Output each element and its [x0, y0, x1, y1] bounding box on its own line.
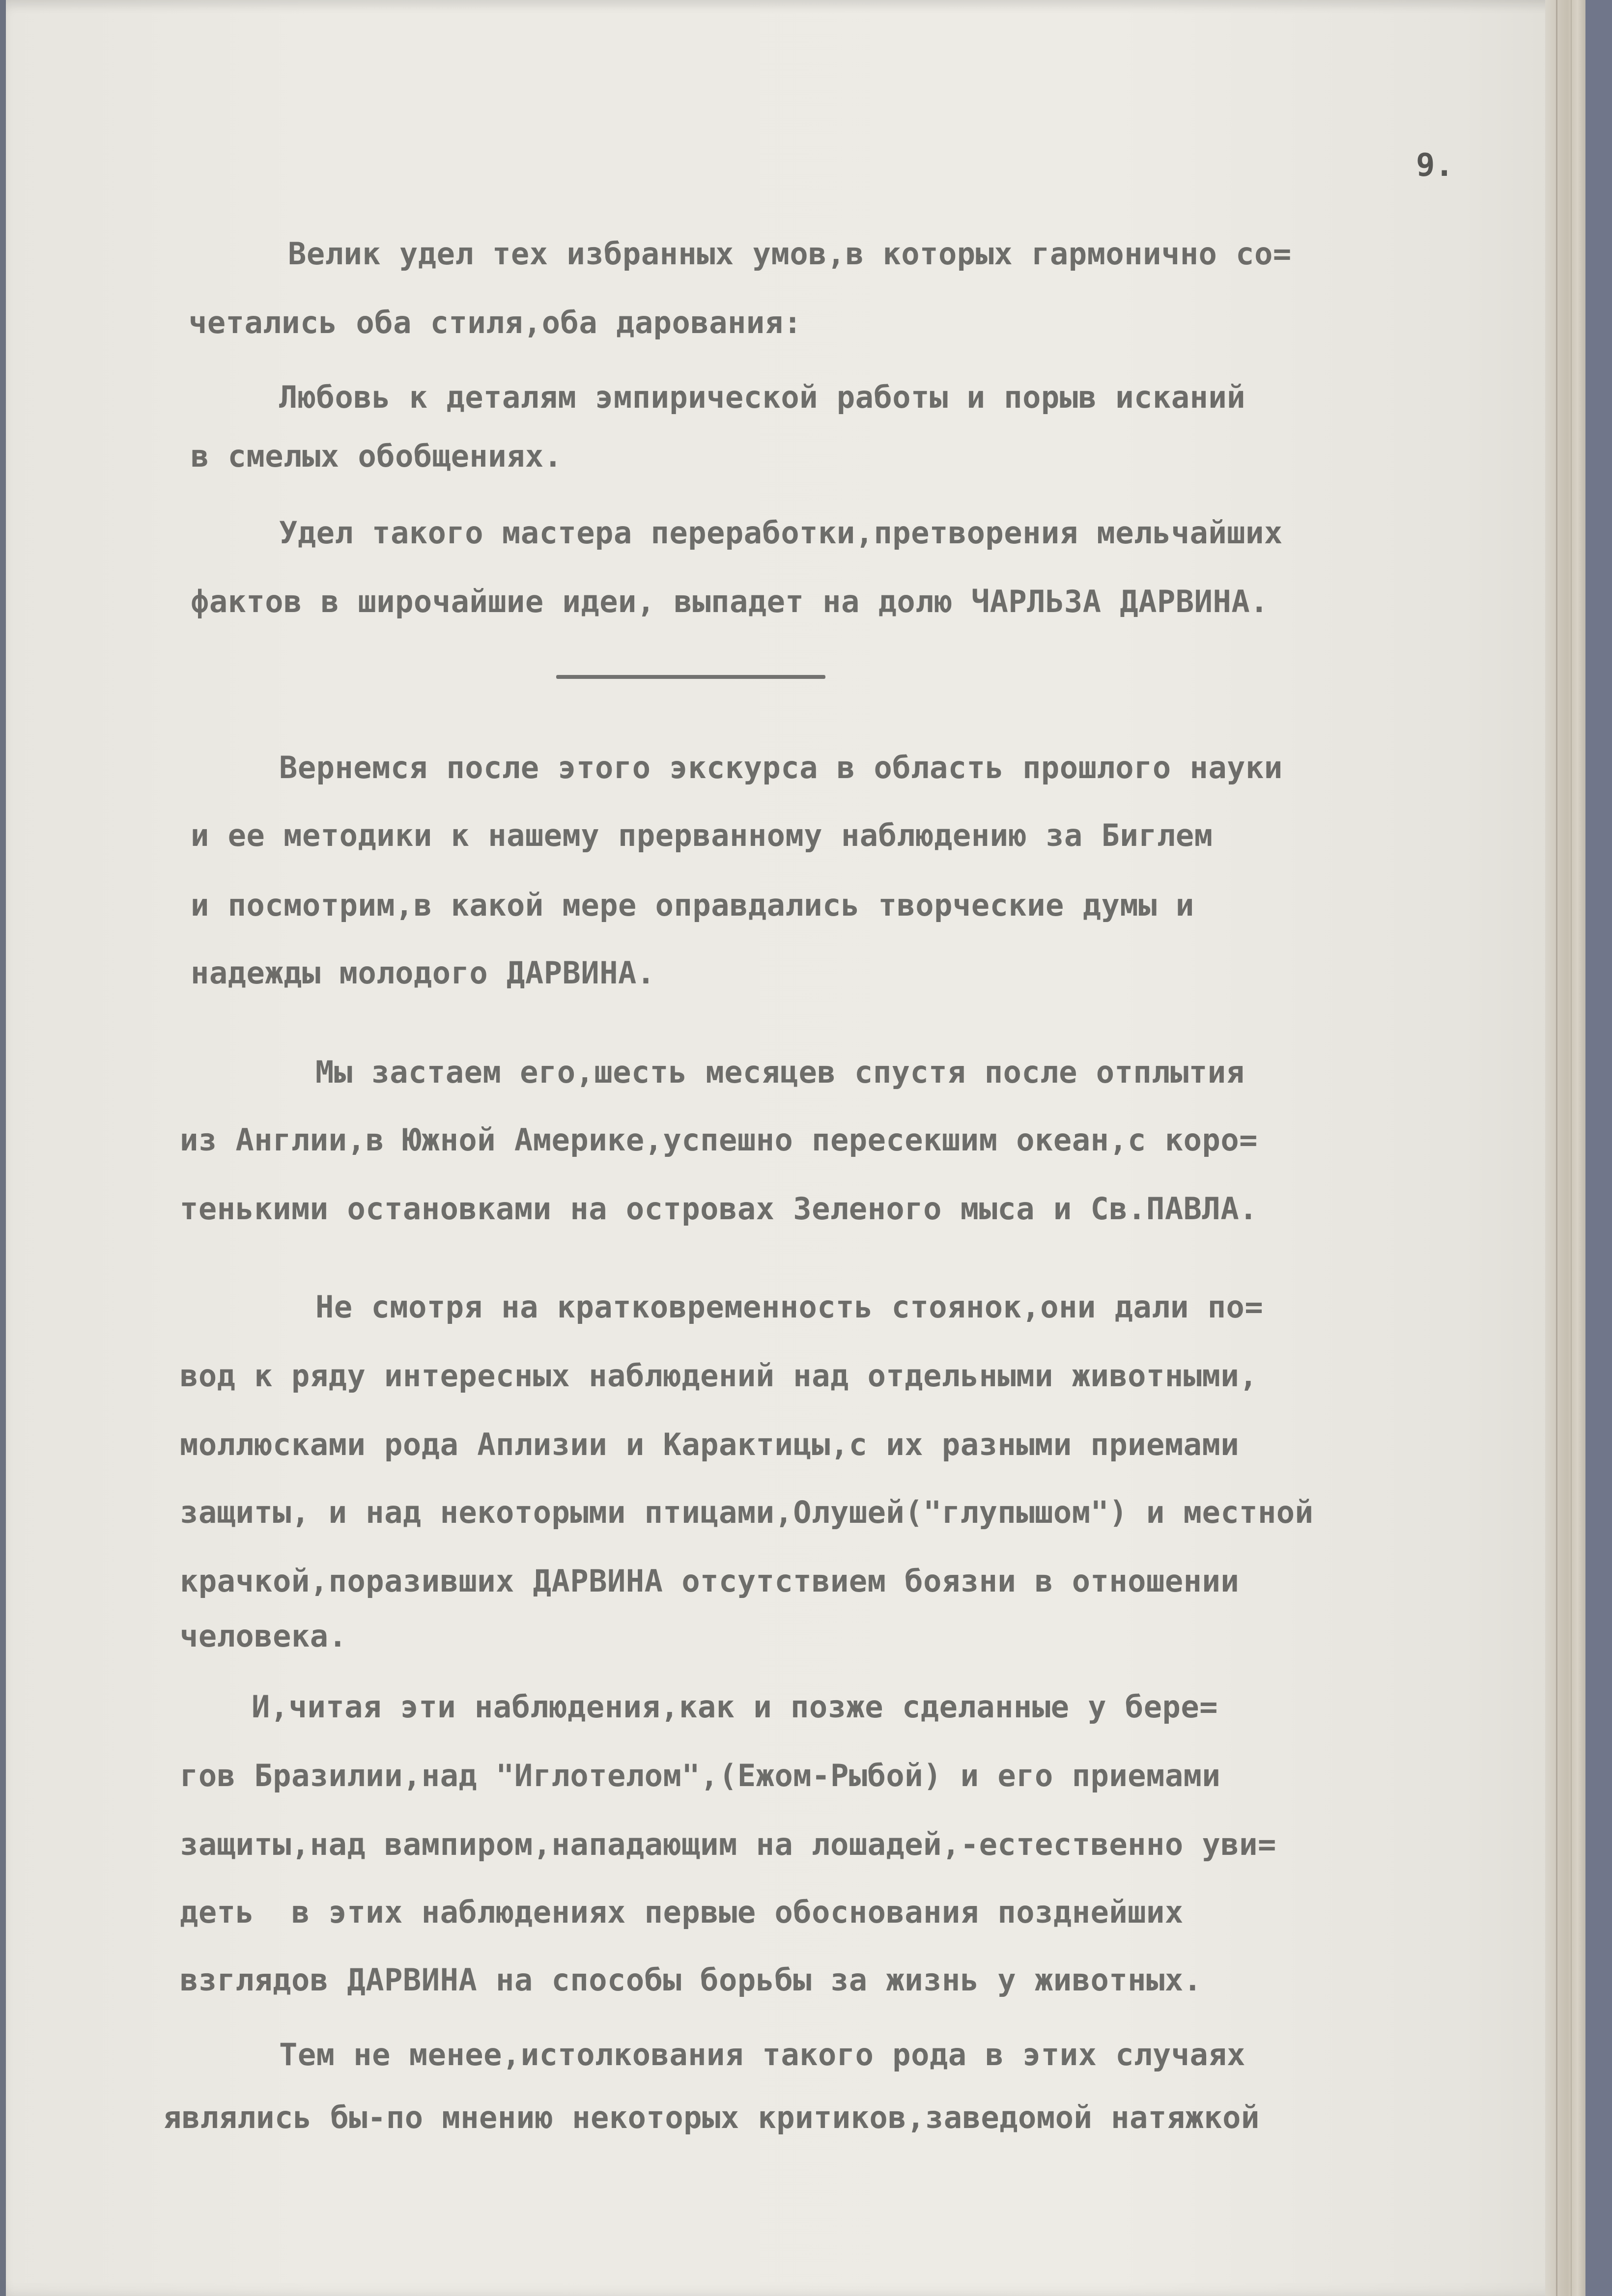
text-line: вод к ряду интересных наблюдений над отдельными животными, [180, 1358, 1258, 1394]
text-line: гов Бразилии,над "Иглотелом",(Ежом-Рыбой) и его приемами [180, 1758, 1221, 1793]
text-line: Мы застаем его,шесть месяцев спустя после отплытия [315, 1054, 1245, 1090]
paper-sheet [6, 0, 1585, 2296]
text-line: человека. [180, 1618, 347, 1654]
text-line: защиты, и над некоторыми птицами,Олушей("глупышом") и местной [180, 1494, 1314, 1530]
text-line: моллюсками рода Аплизии и Карактицы,с их разными приемами [180, 1427, 1240, 1462]
text-line: и посмотрим,в какой мере оправдались творческие думы и [191, 887, 1194, 923]
page-number: 9. [1416, 147, 1454, 184]
text-line: тенькими остановками на островах Зеленого мыса и Св.ПАВЛА. [180, 1191, 1258, 1227]
text-line: Вернемся после этого экскурса в область прошлого науки [279, 750, 1283, 785]
text-line: защиты,над вампиром,нападающим на лошадей,-естественно уви= [180, 1826, 1276, 1862]
text-line: из Англии,в Южной Америке,успешно пересекшим океан,с коро= [180, 1122, 1258, 1158]
text-line: надежды молодого ДАРВИНА. [191, 955, 655, 991]
text-line: и ее методики к нашему прерванному наблюдению за Биглем [191, 817, 1213, 853]
text-line: Любовь к деталям эмпирической работы и порыв исканий [279, 379, 1246, 415]
text-line: И,читая эти наблюдения,как и позже сделанные у бере= [252, 1689, 1218, 1725]
text-line: являлись бы-по мнению некоторых критиков,заведомой натяжкой [163, 2100, 1260, 2135]
text-line: Удел такого мастера переработки,претворения мельчайших [279, 515, 1283, 551]
text-line: в смелых обобщениях. [191, 438, 563, 474]
text-line: взглядов ДАРВИНА на способы борьбы за жизнь у животных. [180, 1962, 1202, 1998]
page-binding-edge [1545, 0, 1585, 2296]
text-line: четались оба стиля,оба дарования: [189, 305, 802, 340]
text-line: фактов в широчайшие идеи, выпадет на долю ЧАРЛЬЗА ДАРВИНА. [191, 584, 1269, 619]
text-line: Тем не менее,истолкования такого рода в этих случаях [279, 2037, 1246, 2072]
text-line: Велик удел тех избранных умов,в которых гармонично со= [288, 236, 1292, 272]
text-line: Не смотря на кратковременность стоянок,они дали по= [315, 1289, 1264, 1325]
text-line: деть в этих наблюдениях первые обоснования позднейших [180, 1894, 1184, 1930]
section-divider [556, 675, 825, 679]
text-line: крачкой,поразивших ДАРВИНА отсутствием боязни в отношении [180, 1563, 1240, 1599]
